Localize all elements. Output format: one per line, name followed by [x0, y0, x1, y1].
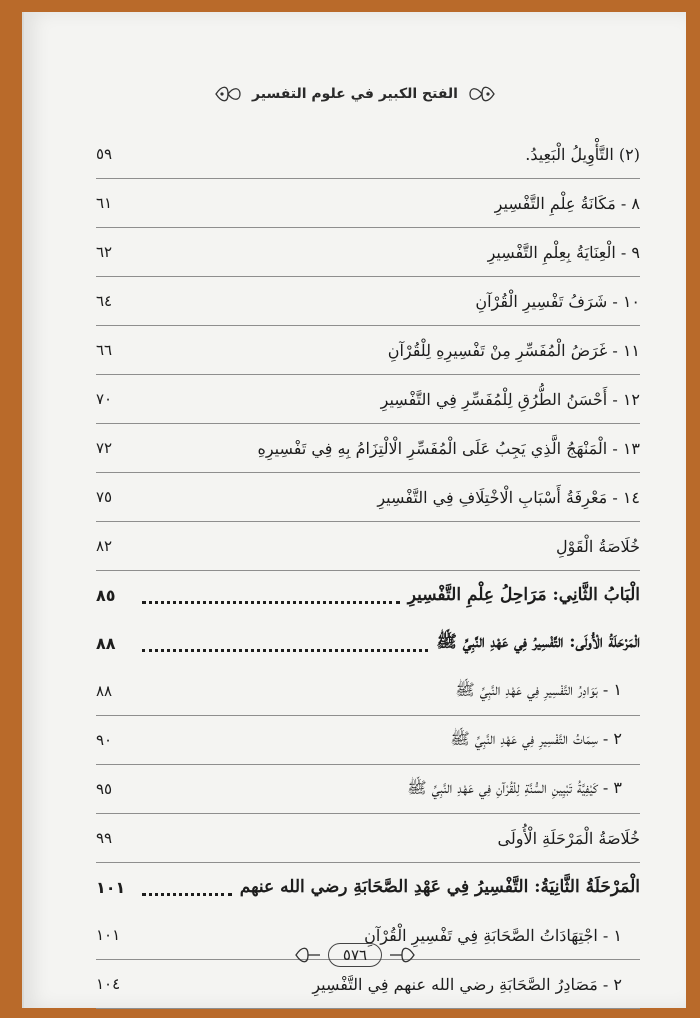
toc-row — [96, 424, 640, 473]
toc-page-number: ٨٢ — [96, 537, 113, 555]
toc-entry-title: ٨ - مَكَانَةُ عِلْمِ التَّفْسِيرِ — [494, 193, 640, 213]
footer-frame — [294, 943, 416, 967]
toc-row — [96, 765, 640, 814]
toc-page-number: ٨٨ — [96, 633, 116, 653]
toc-page-number: ١٠٤ — [96, 975, 121, 993]
toc-page-number: ٦٤ — [96, 292, 113, 310]
ornament-right-icon — [468, 83, 496, 105]
toc-entry-title: ٣ - كَيْفِيَّةُ تَبْيِينِ السُّنَّةِ لِلْقُرْآنِ فِي عَهْدِ النَّبِيِّ ﷺ — [407, 777, 622, 797]
toc-page-number: ٥٩ — [96, 145, 113, 163]
toc-entry-title: (٢) التَّأْوِيلُ الْبَعِيدُ. — [525, 144, 640, 164]
toc-page-number: ٧٠ — [96, 390, 113, 408]
footer-ornament-left-icon — [294, 944, 322, 966]
toc-page-number: ٧٥ — [96, 488, 113, 506]
toc-entry-title: ٩ - الْعِنَايَةُ بِعِلْمِ التَّفْسِيرِ — [487, 242, 640, 262]
toc-entry-title: ١٠ - شَرَفُ تَفْسِيرِ الْقُرْآنِ — [475, 291, 640, 311]
toc-entry-title: ١ - بَوَادِرُ التَّفْسِيرِ فِي عَهْدِ النَّبِيِّ ﷺ — [455, 679, 622, 699]
toc-entry-title: الْبَابُ الثَّانِي: مَرَاحِلُ عِلْمِ التَّفْسِيرِ — [407, 585, 640, 605]
toc-row — [96, 814, 640, 863]
toc-page-number: ٦٦ — [96, 341, 113, 359]
header-title: الفتح الكبير في علوم التفسير — [252, 86, 458, 102]
toc-leader — [142, 893, 232, 896]
page-number: ٥٧٦ — [328, 943, 382, 967]
toc-entry-title: ١٣ - الْمَنْهَجُ الَّذِي يَجِبُ عَلَى الْمُفَسِّرِ الْالْتِزَامُ بِهِ فِي تَفْسِيرِهِ — [257, 438, 640, 458]
footer-ornament-right-icon — [388, 944, 416, 966]
toc-row — [96, 473, 640, 522]
toc-leader — [142, 649, 428, 652]
toc-page-number: ٨٨ — [96, 682, 113, 700]
toc-page-number: ١٠١ — [96, 877, 126, 897]
toc-page-number: ٦١ — [96, 194, 113, 212]
toc-entry-title: خُلَاصَةُ الْمَرْحَلَةِ الْأُولَى — [497, 828, 640, 848]
page-footer — [24, 940, 686, 970]
toc-row — [96, 522, 640, 571]
toc-page-number: ٩٥ — [96, 780, 113, 798]
toc-page-number: ٧٢ — [96, 439, 113, 457]
toc-entry-title: ٢ - مَصَادِرُ الصَّحَابَةِ رضي الله عنهم فِي التَّفْسِيرِ — [312, 974, 622, 994]
toc-row — [96, 130, 640, 179]
toc-entry-title: خُلَاصَةُ الْقَوْلِ — [556, 536, 640, 556]
toc-row — [96, 667, 640, 716]
toc-entry-title: ١٤ - مَعْرِفَةُ أَسْبَابِ الْاخْتِلَافِ فِي التَّفْسِيرِ — [377, 487, 640, 507]
table-of-contents — [96, 130, 640, 1009]
toc-row — [96, 277, 640, 326]
toc-heading-row — [96, 571, 640, 619]
toc-page-number: ٩٠ — [96, 731, 113, 749]
toc-entry-title: ١ - اجْتِهَادَاتُ الصَّحَابَةِ فِي تَفْسِيرِ الْقُرْآنِ — [364, 925, 622, 945]
toc-row — [96, 326, 640, 375]
toc-entry-title: ٢ - سِمَاتُ التَّفْسِيرِ فِي عَهْدِ النَّبِيِّ ﷺ — [450, 728, 622, 748]
toc-row — [96, 179, 640, 228]
toc-page-number: ٩٩ — [96, 829, 113, 847]
book-page — [22, 12, 686, 1008]
toc-page-number: ٨٥ — [96, 585, 116, 605]
toc-entry-title: الْمَرْحَلَةُ الثَّانِيَةُ: التَّفْسِيرُ فِي عَهْدِ الصَّحَابَةِ رضي الله عنهم — [239, 877, 640, 897]
toc-heading-row — [96, 863, 640, 911]
toc-entry-title: الْمَرْحَلَةُ الْأُولَى: التَّفْسِيرُ فِي عَهْدِ النَّبِيِّ ﷺ — [436, 631, 640, 652]
toc-row — [96, 375, 640, 424]
toc-page-number: ١٠١ — [96, 926, 121, 944]
ornament-left-icon — [214, 83, 242, 105]
running-header — [24, 74, 686, 114]
toc-leader — [142, 601, 400, 604]
toc-heading-row — [96, 619, 640, 667]
toc-row — [96, 716, 640, 765]
toc-row — [96, 228, 640, 277]
toc-entry-title: ١١ - غَرَضُ الْمُفَسِّرِ مِنْ تَفْسِيرِهِ لِلْقُرْآنِ — [387, 340, 640, 360]
toc-page-number: ٦٢ — [96, 243, 113, 261]
toc-entry-title: ١٢ - أَحْسَنُ الطُّرُقِ لِلْمُفَسِّرِ فِي التَّفْسِيرِ — [380, 389, 640, 409]
